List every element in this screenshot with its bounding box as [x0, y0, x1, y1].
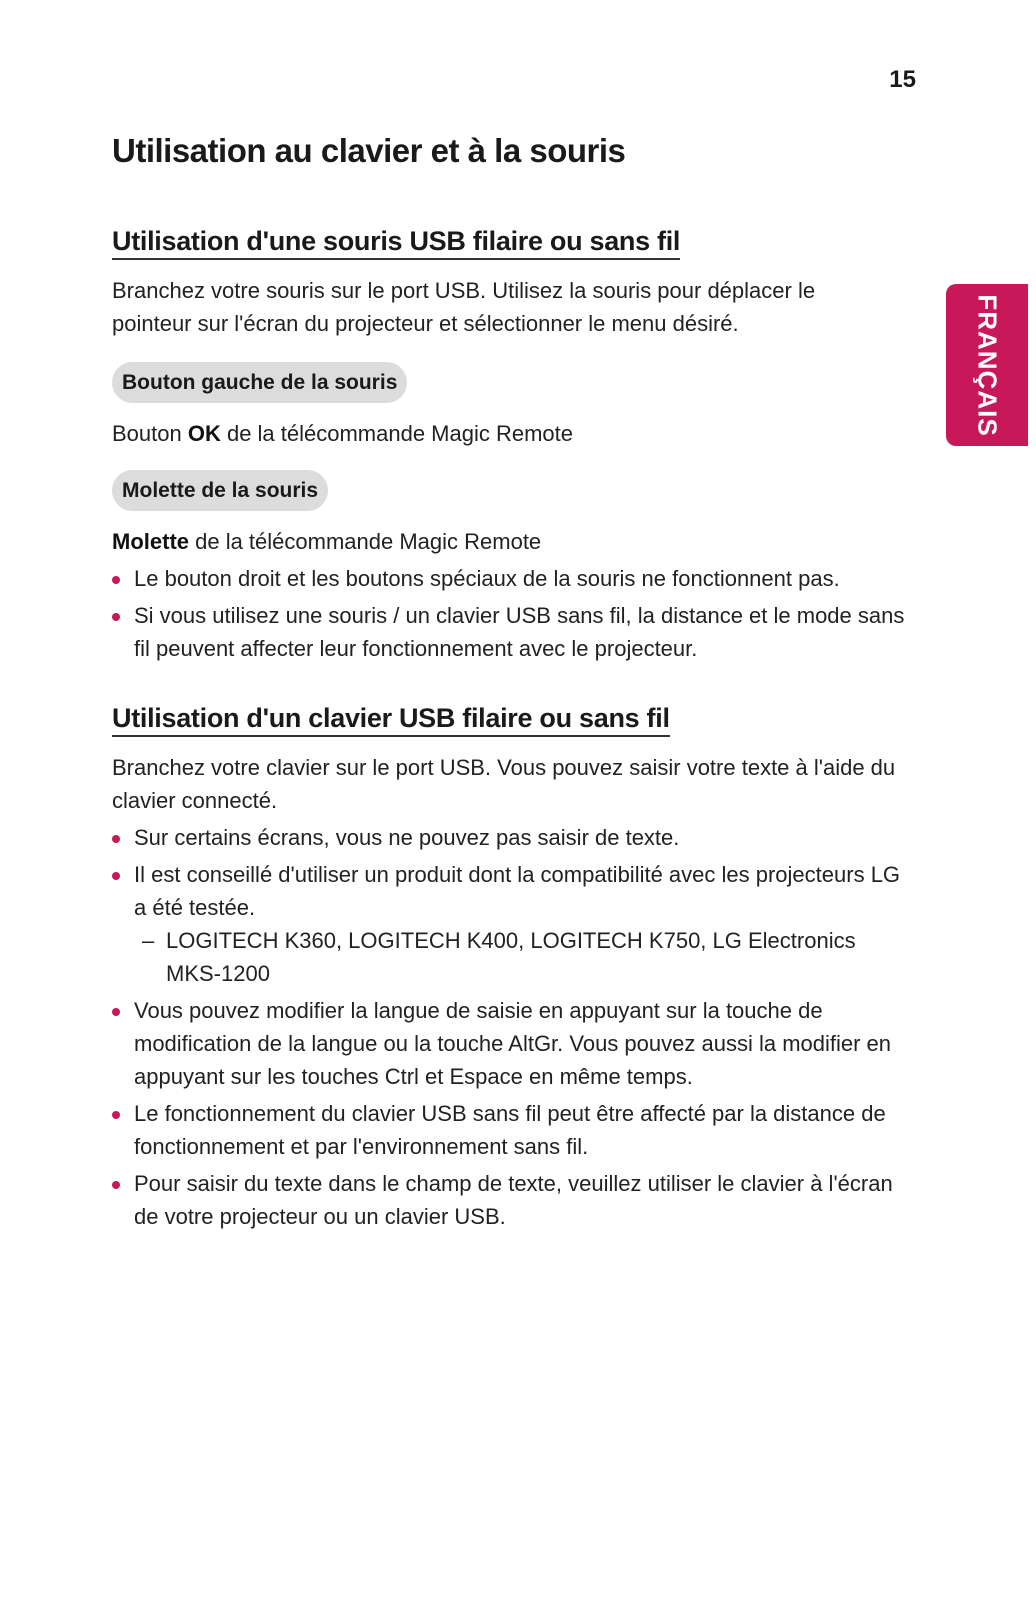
bullet-icon [112, 1008, 120, 1016]
bullet-text: Le fonctionnement du clavier USB sans fil peut être affecté par la distance de fonctionnement et par l'environnement sans fil. [134, 1101, 886, 1159]
wheel-description [112, 525, 912, 558]
bullet-icon [112, 1181, 120, 1189]
bullet-icon [112, 872, 120, 880]
left-button-description [112, 417, 912, 450]
mouse-section-heading: Utilisation d'une souris USB filaire ou sans fil [112, 226, 680, 260]
bullet-text: Sur certains écrans, vous ne pouvez pas saisir de texte. [134, 825, 680, 850]
left-button-prefix: Bouton [112, 421, 188, 446]
bullet-text: Il est conseillé d'utiliser un produit dont la compatibilité avec les projecteurs LG a été testée. [134, 862, 901, 920]
compatible-models-text: LOGITECH K360, LOGITECH K400, LOGITECH K750, LG Electronics MKS-1200 [166, 928, 856, 986]
bullet-text: Si vous utilisez une souris / un clavier USB sans fil, la distance et le mode sans fil peuvent affecter leur fonctionnement avec le projecteur. [134, 603, 905, 661]
mouse-intro-line-1: Branchez votre souris sur le port USB. Utilisez la souris pour déplacer le [112, 278, 816, 303]
keyboard-intro: Branchez votre clavier sur le port USB. Vous pouvez saisir votre texte à l'aide du clavier connecté. [112, 755, 896, 813]
list-item [112, 1167, 912, 1233]
bullet-icon [112, 613, 120, 621]
mouse-notes [112, 562, 912, 665]
bullet-text: Le bouton droit et les boutons spéciaux de la souris ne fonctionnent pas. [134, 566, 840, 591]
keyboard-section-heading: Utilisation d'un clavier USB filaire ou sans fil [112, 703, 670, 737]
mouse-intro [112, 274, 912, 340]
dash-icon: – [142, 928, 155, 953]
list-item [112, 994, 912, 1093]
mouse-intro-line-2: pointeur sur l'écran du projecteur et sélectionner le menu désiré. [112, 311, 739, 336]
ok-button-text: OK [187, 421, 221, 446]
language-tab [946, 284, 1028, 446]
wheel-label: Molette de la souris [112, 470, 328, 511]
page-title: Utilisation au clavier et à la souris [112, 132, 626, 169]
list-item [112, 1097, 912, 1163]
list-item [112, 821, 912, 854]
left-button-suffix: de la télécommande Magic Remote [220, 421, 574, 446]
bullet-text: Vous pouvez modifier la langue de saisie en appuyant sur la touche de modification de la langue ou la touche AltGr. Vous pouvez aussi la modifier en appuyant sur les touches Ctrl et Espace en même temps. [134, 998, 892, 1089]
list-item [112, 599, 912, 665]
wheel-block [112, 470, 912, 558]
bullet-icon [112, 835, 120, 843]
bullet-text: Pour saisir du texte dans le champ de texte, veuillez utiliser le clavier à l'écran de votre projecteur ou un clavier USB. [134, 1171, 893, 1229]
wheel-bold-text: Molette [112, 529, 189, 554]
page-content [112, 132, 912, 1233]
keyboard-section [112, 703, 912, 1233]
language-tab-label: FRANÇAIS [972, 293, 1003, 437]
wheel-suffix: de la télécommande Magic Remote [189, 529, 542, 554]
list-item [112, 858, 912, 990]
keyboard-notes [112, 821, 912, 1233]
list-item [112, 562, 912, 595]
mouse-section [112, 226, 912, 665]
bullet-icon [112, 576, 120, 584]
left-button-label: Bouton gauche de la souris [112, 362, 407, 403]
compatible-models-item [134, 924, 912, 990]
left-button-block [112, 362, 912, 450]
bullet-icon [112, 1111, 120, 1119]
page-number: 15 [889, 66, 916, 93]
